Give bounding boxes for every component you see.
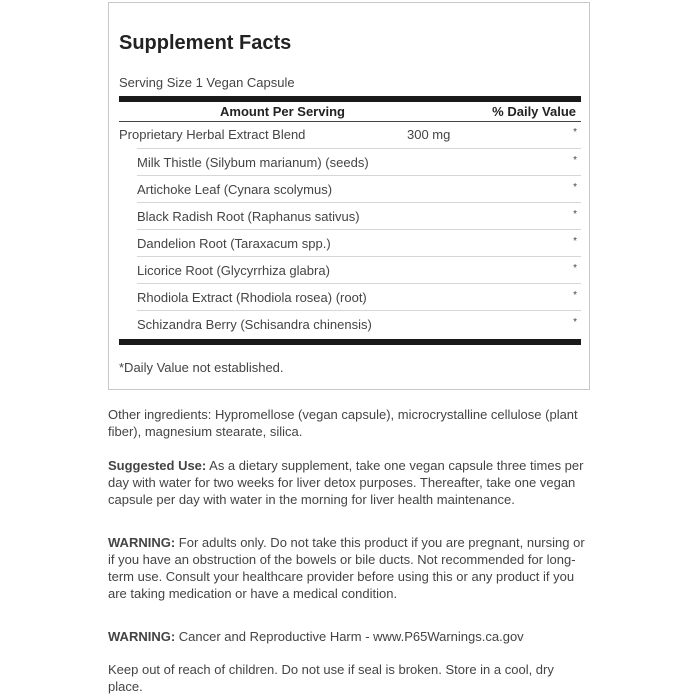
ingredient-daily-value: * bbox=[573, 236, 577, 247]
daily-value-header: % Daily Value bbox=[492, 104, 576, 119]
top-thick-rule bbox=[119, 96, 581, 102]
suggested-use-label: Suggested Use: bbox=[108, 458, 207, 473]
storage-instructions: Keep out of reach of children. Do not use if seal is broken. Store in a cool, dry place. bbox=[108, 662, 554, 694]
ingredient-daily-value: * bbox=[573, 155, 577, 166]
warning-general bbox=[108, 534, 590, 602]
ingredient-name: Dandelion Root (Taraxacum spp.) bbox=[137, 236, 331, 251]
ingredient-name: Artichoke Leaf (Cynara scolymus) bbox=[137, 182, 333, 197]
bottom-thick-rule bbox=[119, 339, 581, 345]
daily-value-footnote: *Daily Value not established. bbox=[119, 360, 284, 375]
blend-row bbox=[119, 125, 581, 145]
ingredient-daily-value: * bbox=[573, 182, 577, 193]
other-ingredients: Other ingredients: Hypromellose (vegan capsule), microcrystalline cellulose (plant fiber), magnesium stearate, silica. bbox=[108, 407, 578, 439]
suggested-use-text: As a dietary supplement, take one vegan capsule three times per day with water for two weeks for liver detox purposes. Thereafter, take one vegan capsule per day with water in the morning for liver health maintenance. bbox=[108, 458, 584, 507]
warning-general-label: WARNING: bbox=[108, 535, 176, 550]
ingredient-row bbox=[137, 202, 581, 229]
ingredient-name: Rhodiola Extract (Rhodiola rosea) (root) bbox=[137, 290, 367, 305]
header-divider bbox=[119, 121, 581, 122]
supplement-facts-panel bbox=[108, 2, 590, 390]
ingredient-daily-value: * bbox=[573, 209, 577, 220]
warning-general-text: For adults only. Do not take this product if you are pregnant, nursing or if you have an obstruction of the bowels or bile ducts. Not recommended for long-term use. Consult your healthcare provider before using this or any product if you are taking medication or have a medical condition. bbox=[108, 535, 585, 601]
blend-daily-value: * bbox=[573, 127, 577, 138]
ingredient-name: Black Radish Root (Raphanus sativus) bbox=[137, 209, 360, 224]
ingredient-row bbox=[137, 175, 581, 202]
ingredient-name: Milk Thistle (Silybum marianum) (seeds) bbox=[137, 155, 369, 170]
ingredient-name: Schizandra Berry (Schisandra chinensis) bbox=[137, 317, 372, 332]
serving-size: Serving Size 1 Vegan Capsule bbox=[119, 75, 295, 90]
warning-prop65-label: WARNING: bbox=[108, 629, 176, 644]
blend-amount: 300 mg bbox=[407, 127, 451, 142]
ingredient-name: Licorice Root (Glycyrrhiza glabra) bbox=[137, 263, 330, 278]
ingredient-row bbox=[137, 148, 581, 175]
ingredient-row bbox=[137, 256, 581, 283]
ingredient-daily-value: * bbox=[573, 317, 577, 328]
ingredient-daily-value: * bbox=[573, 290, 577, 301]
warning-prop65 bbox=[108, 628, 590, 645]
ingredient-row bbox=[137, 310, 581, 337]
blend-name: Proprietary Herbal Extract Blend bbox=[119, 127, 306, 142]
ingredient-row bbox=[137, 283, 581, 310]
ingredient-daily-value: * bbox=[573, 263, 577, 274]
suggested-use bbox=[108, 457, 590, 508]
ingredient-row bbox=[137, 229, 581, 256]
warning-prop65-text: Cancer and Reproductive Harm - www.P65Warnings.ca.gov bbox=[175, 629, 524, 644]
amount-per-serving-header: Amount Per Serving bbox=[220, 104, 345, 119]
facts-title: Supplement Facts bbox=[119, 32, 292, 54]
